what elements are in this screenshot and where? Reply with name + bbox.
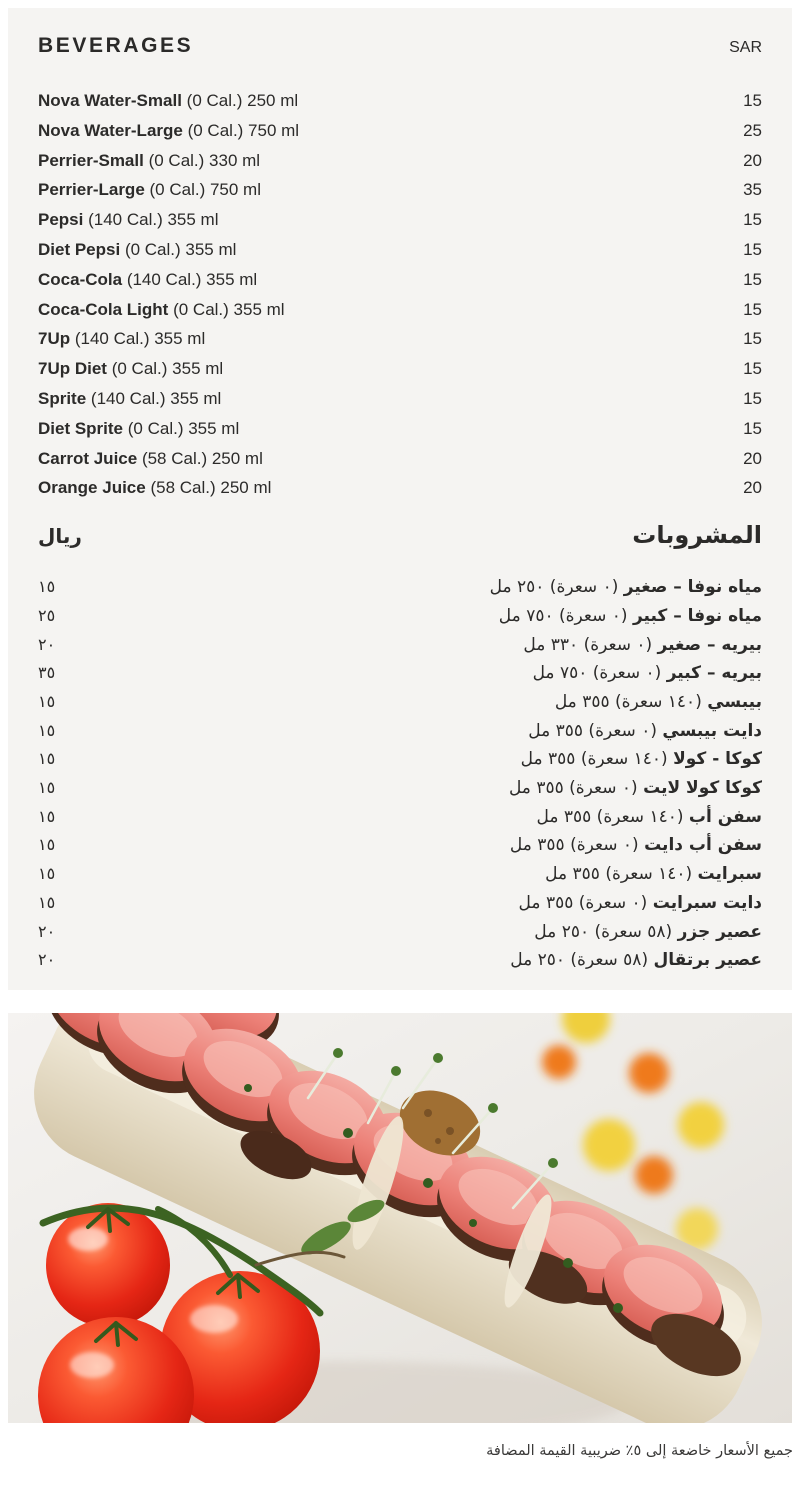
menu-item-detail: (58 Cal.) 250 ml <box>150 478 272 498</box>
menu-item-row <box>38 86 762 116</box>
menu-item-price: ٢٠ <box>38 950 56 970</box>
menu-item-name: Nova Water-Large <box>38 120 183 140</box>
menu-item-price: ١٥ <box>38 691 56 711</box>
menu-item-detail: (0 Cal.) 355 ml <box>124 239 237 259</box>
menu-item-price: 25 <box>743 120 762 140</box>
menu-item-detail: (140 Cal.) 355 ml <box>88 210 219 230</box>
menu-item-name: سفن أب <box>688 806 762 827</box>
menu-item-label <box>555 688 762 717</box>
menu-item-name: Carrot Juice <box>38 448 138 468</box>
menu-item-name: 7Up <box>38 329 71 349</box>
menu-item-label <box>38 146 260 176</box>
menu-item-name: Diet Pepsi <box>38 239 121 259</box>
menu-item-price: 15 <box>743 210 762 230</box>
menu-item-detail: (١٤٠ سعرة) ٣٥٥ مل <box>545 864 693 885</box>
menu-item-name: بيريه – كبير <box>666 663 762 684</box>
menu-item-detail: (140 Cal.) 355 ml <box>74 329 206 349</box>
menu-item-row <box>38 205 762 235</box>
menu-item-detail: (٠ سعرة) ٣٥٥ مل <box>518 892 648 913</box>
menu-item-price: 15 <box>743 359 762 379</box>
menu-item-detail: (١٤٠ سعرة) ٣٥٥ مل <box>520 749 668 770</box>
menu-item-price: ٢٥ <box>38 605 56 625</box>
menu-item-row <box>38 602 762 631</box>
menu-item-name: سبرايت <box>697 864 762 885</box>
menu-item-label <box>523 631 762 660</box>
menu-item-detail: (٠ سعرة) ٣٣٠ مل <box>523 634 653 655</box>
menu-item-detail: (٠ سعرة) ٧٥٠ مل <box>498 605 628 626</box>
menu-item-detail: (٥٨ سعرة) ٢٥٠ مل <box>534 921 673 942</box>
menu-item-name: دايت بيبسي <box>662 720 762 741</box>
menu-item-name: مياه نوفا – كبير <box>632 605 762 626</box>
menu-item-price: ١٥ <box>38 778 56 798</box>
menu-item-label <box>38 116 299 146</box>
english-menu-header <box>38 34 762 58</box>
menu-item-price: 15 <box>743 269 762 289</box>
menu-item-detail: (140 Cal.) 355 ml <box>90 388 222 408</box>
menu-item-label <box>528 717 762 746</box>
menu-item-label <box>38 235 236 265</box>
menu-item-label <box>521 745 762 774</box>
menu-item-detail: (٠ سعرة) ٣٥٥ مل <box>528 720 657 741</box>
menu-item-detail: (140 Cal.) 355 ml <box>126 269 258 289</box>
menu-item-name: كوكا كولا لايت <box>643 778 762 799</box>
menu-item-price: ١٥ <box>38 806 56 826</box>
menu-item-row <box>38 688 762 717</box>
menu-item-detail: (٠ سعرة) ٢٥٠ مل <box>489 577 619 598</box>
menu-item-label <box>38 295 285 325</box>
menu-item-row <box>38 889 762 918</box>
menu-item-row <box>38 295 762 325</box>
menu-item-detail: (0 Cal.) 750 ml <box>149 180 261 200</box>
menu-item-price: 35 <box>743 180 762 200</box>
menu-item-label <box>38 414 239 444</box>
menu-item-name: عصير جزر <box>677 921 762 942</box>
menu-item-name: دايت سبرايت <box>652 892 762 913</box>
menu-item-name: سفن أب دايت <box>644 835 762 856</box>
menu-item-name: Perrier-Large <box>38 180 145 200</box>
menu-item-name: Perrier-Small <box>38 150 144 170</box>
menu-item-label <box>490 573 762 602</box>
menu-item-label <box>38 473 271 503</box>
menu-item-row <box>38 473 762 503</box>
menu-item-price: ٢٠ <box>38 634 56 654</box>
menu-item-row <box>38 384 762 414</box>
food-photo <box>8 1013 792 1423</box>
menu-item-price: 15 <box>743 91 762 110</box>
menu-item-price: ١٥ <box>38 892 56 912</box>
menu-item-label <box>38 324 205 354</box>
menu-item-name: Nova Water-Small <box>38 91 182 110</box>
menu-item-detail: (٠ سعرة) ٣٥٥ مل <box>508 778 638 799</box>
menu-item-name: Pepsi <box>38 210 84 230</box>
menu-item-name: مياه نوفا – صغير <box>623 577 762 598</box>
currency-label-english: SAR <box>729 39 762 56</box>
menu-item-price: 20 <box>743 478 762 498</box>
menu-item-name: Coca-Cola Light <box>38 299 169 319</box>
section-title-arabic: المشروبات <box>632 521 762 550</box>
menu-item-price: ١٥ <box>38 864 56 884</box>
menu-item-detail: (58 Cal.) 250 ml <box>141 448 263 468</box>
menu-item-detail: (0 Cal.) 330 ml <box>148 150 261 170</box>
page-footer <box>0 1443 800 1459</box>
menu-item-row <box>38 324 762 354</box>
menu-item-price: ٢٠ <box>38 921 56 941</box>
menu-item-row <box>38 354 762 384</box>
menu-item-row <box>38 774 762 803</box>
menu-item-row <box>38 717 762 746</box>
menu-item-row <box>38 265 762 295</box>
menu-item-price: ١٥ <box>38 835 56 855</box>
menu-item-name: Orange Juice <box>38 478 146 498</box>
menu-item-row <box>38 631 762 660</box>
menu-item-name: Coca-Cola <box>38 269 123 289</box>
menu-item-detail: (٠ سعرة) ٣٥٥ مل <box>509 835 639 856</box>
menu-item-price: ١٥ <box>38 720 56 740</box>
menu-item-name: بيريه – صغير <box>657 634 762 655</box>
menu-item-row <box>38 573 762 602</box>
menu-item-label <box>510 831 762 860</box>
menu-item-label <box>38 86 298 116</box>
menu-item-label <box>509 774 762 803</box>
section-title-english: BEVERAGES <box>38 34 194 57</box>
menu-item-label <box>533 659 762 688</box>
menu-item-price: ٣٥ <box>38 663 56 683</box>
menu-item-label <box>38 354 223 384</box>
menu-item-price: 15 <box>743 388 762 408</box>
menu-item-detail: (٥٨ سعرة) ٢٥٠ مل <box>510 950 649 971</box>
menu-item-label <box>545 860 762 889</box>
vat-note: جميع الأسعار خاضعة إلى ٥٪ ضريبية القيمة المضافة <box>486 1443 793 1459</box>
menu-item-price: ١٥ <box>38 749 56 769</box>
menu-item-row <box>38 918 762 947</box>
menu-item-detail: (١٤٠ سعرة) ٣٥٥ مل <box>554 691 702 712</box>
menu-item-name: 7Up Diet <box>38 359 107 379</box>
menu-item-name: كوكا - كولا <box>673 749 762 770</box>
menu-item-row <box>38 146 762 176</box>
menu-item-name: Diet Sprite <box>38 418 124 438</box>
menu-item-detail: (٠ سعرة) ٧٥٠ مل <box>532 663 662 684</box>
arabic-menu-header <box>38 521 762 549</box>
menu-item-row <box>38 116 762 146</box>
menu-item-label <box>38 444 263 474</box>
menu-item-name: Sprite <box>38 388 87 408</box>
menu-item-price: 15 <box>743 418 762 438</box>
menu-item-label <box>38 205 218 235</box>
beverages-menu-card <box>8 8 792 990</box>
menu-item-row <box>38 175 762 205</box>
menu-item-detail: (0 Cal.) 355 ml <box>173 299 285 319</box>
menu-item-row <box>38 946 762 975</box>
menu-item-row <box>38 803 762 832</box>
menu-item-detail: (0 Cal.) 250 ml <box>186 91 299 110</box>
english-menu-list <box>38 86 762 503</box>
menu-item-row <box>38 444 762 474</box>
menu-item-detail: (0 Cal.) 355 ml <box>111 359 224 379</box>
menu-item-row <box>38 860 762 889</box>
menu-item-detail: (0 Cal.) 750 ml <box>187 120 300 140</box>
menu-item-label <box>519 889 762 918</box>
menu-item-price: 15 <box>743 299 762 319</box>
menu-item-label <box>534 918 762 947</box>
menu-item-price: 15 <box>743 239 762 259</box>
menu-item-detail: (0 Cal.) 355 ml <box>127 418 240 438</box>
menu-item-row <box>38 414 762 444</box>
menu-item-price: 15 <box>743 329 762 349</box>
currency-label-arabic: ريال <box>38 524 82 549</box>
menu-item-label <box>38 265 257 295</box>
menu-item-row <box>38 745 762 774</box>
menu-item-label <box>510 946 762 975</box>
menu-item-name: عصير برتقال <box>653 950 762 971</box>
menu-item-detail: (١٤٠ سعرة) ٣٥٥ مل <box>536 806 684 827</box>
menu-item-price: 20 <box>743 448 762 468</box>
menu-item-row <box>38 659 762 688</box>
menu-item-label <box>38 384 221 414</box>
menu-page <box>0 8 800 1459</box>
menu-item-name: بيبسي <box>707 691 762 712</box>
arabic-menu-list <box>38 573 762 975</box>
menu-item-price: ١٥ <box>38 577 56 597</box>
menu-item-row <box>38 235 762 265</box>
menu-item-label <box>536 803 762 832</box>
menu-item-label <box>499 602 762 631</box>
menu-item-label <box>38 175 261 205</box>
menu-item-row <box>38 831 762 860</box>
menu-item-price: 20 <box>743 150 762 170</box>
